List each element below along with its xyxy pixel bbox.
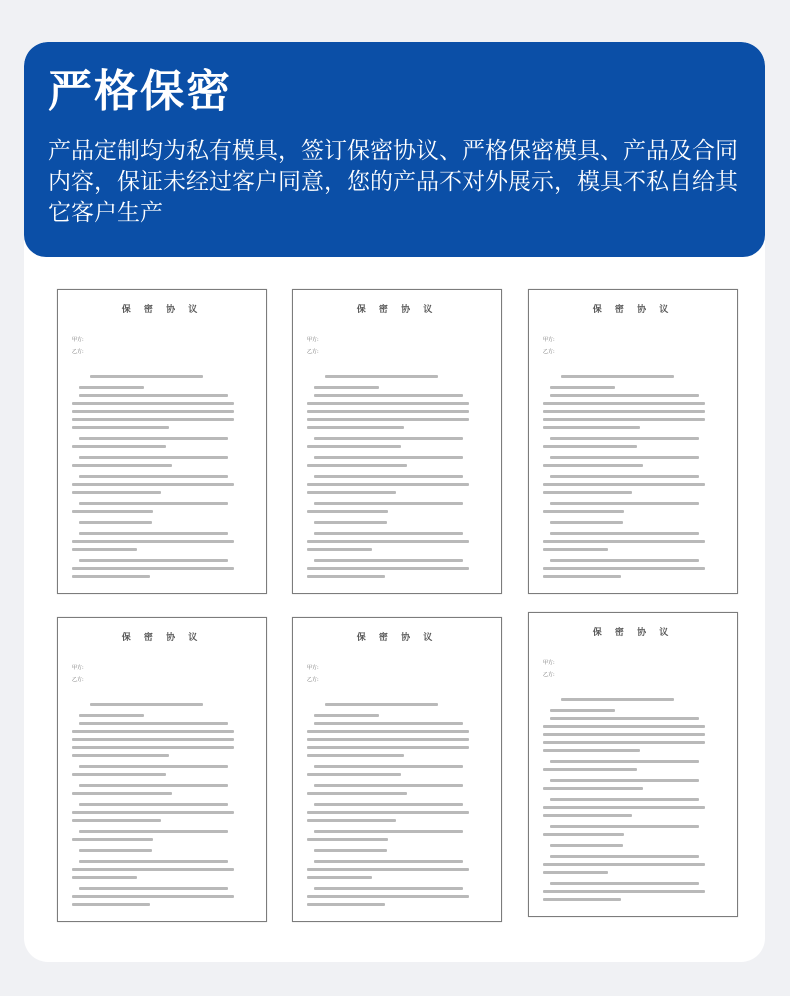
banner-description: 产品定制均为私有模具，签订保密协议、严格保密模具、产品及合同内容，保证未经过客户同意，您的产品不对外展示，模具不私自给其它客户生产 — [48, 138, 738, 226]
blurred-text-line — [325, 703, 438, 706]
document-title: 保 密 协 议 — [121, 633, 203, 643]
party-b-label: 乙方: — [307, 677, 319, 683]
blurred-text-line — [79, 714, 144, 717]
blurred-text-line — [543, 540, 705, 543]
blurred-text-line — [307, 548, 372, 551]
blurred-text-line — [561, 698, 674, 701]
blurred-text-line — [550, 437, 699, 440]
blurred-text-line — [550, 456, 699, 459]
blurred-text-line — [561, 375, 674, 378]
blurred-text-line — [314, 559, 463, 562]
blurred-text-line — [72, 426, 169, 429]
agreement-document-2 — [292, 289, 502, 594]
document-title: 保 密 协 议 — [356, 633, 438, 643]
blurred-text-line — [314, 475, 463, 478]
blurred-text-line — [72, 838, 153, 841]
blurred-text-line — [543, 749, 640, 752]
blurred-text-line — [307, 838, 388, 841]
banner-title: 严格保密 — [48, 66, 232, 117]
blurred-text-line — [72, 402, 234, 405]
blurred-text-line — [307, 903, 385, 906]
blurred-text-line — [79, 532, 228, 535]
blurred-text-line — [79, 830, 228, 833]
blurred-text-line — [79, 722, 228, 725]
document-title: 保 密 协 议 — [592, 628, 674, 638]
party-a-label: 甲方: — [307, 665, 319, 671]
blurred-text-line — [543, 445, 637, 448]
blurred-text-line — [79, 765, 228, 768]
party-a-label: 甲方: — [307, 337, 319, 343]
party-a-label: 甲方: — [543, 660, 555, 666]
blurred-text-line — [314, 887, 463, 890]
party-b-label: 乙方: — [72, 349, 84, 355]
blurred-text-line — [307, 510, 388, 513]
blurred-text-line — [543, 548, 608, 551]
blurred-text-line — [543, 418, 705, 421]
blurred-text-line — [314, 386, 379, 389]
blurred-text-line — [550, 825, 699, 828]
blurred-text-line — [72, 483, 234, 486]
blurred-text-line — [543, 483, 705, 486]
blurred-text-line — [72, 738, 234, 741]
blurred-text-line — [314, 714, 379, 717]
blurred-text-line — [307, 773, 401, 776]
blurred-text-line — [543, 898, 621, 901]
agreement-document-3 — [528, 289, 738, 594]
blurred-text-line — [543, 890, 705, 893]
document-body-text — [72, 375, 252, 578]
blurred-text-line — [550, 779, 699, 782]
blurred-text-line — [543, 787, 643, 790]
blurred-text-line — [307, 410, 469, 413]
document-grid — [24, 42, 765, 962]
blurred-text-line — [307, 445, 401, 448]
blurred-text-line — [314, 502, 463, 505]
blurred-text-line — [314, 784, 463, 787]
blurred-text-line — [72, 819, 161, 822]
blurred-text-line — [550, 532, 699, 535]
blurred-text-line — [307, 746, 469, 749]
blurred-text-line — [79, 437, 228, 440]
blurred-text-line — [307, 738, 469, 741]
document-title: 保 密 协 议 — [356, 305, 438, 315]
blurred-text-line — [72, 754, 169, 757]
blurred-text-line — [543, 741, 705, 744]
party-b-label: 乙方: — [307, 349, 319, 355]
blurred-text-line — [90, 375, 203, 378]
blurred-text-line — [307, 464, 407, 467]
blurred-text-line — [79, 394, 228, 397]
blurred-text-line — [72, 895, 234, 898]
blurred-text-line — [543, 863, 705, 866]
blurred-text-line — [307, 483, 469, 486]
blurred-text-line — [307, 567, 469, 570]
blurred-text-line — [72, 567, 234, 570]
blurred-text-line — [72, 746, 234, 749]
blurred-text-line — [79, 849, 152, 852]
party-a-label: 甲方: — [543, 337, 555, 343]
blurred-text-line — [72, 811, 234, 814]
blurred-text-line — [325, 375, 438, 378]
blurred-text-line — [72, 868, 234, 871]
blurred-text-line — [307, 819, 396, 822]
blurred-text-line — [314, 765, 463, 768]
blurred-text-line — [543, 491, 632, 494]
blurred-text-line — [550, 502, 699, 505]
blurred-text-line — [72, 548, 137, 551]
blurred-text-line — [307, 402, 469, 405]
blurred-text-line — [543, 833, 624, 836]
blurred-text-line — [543, 871, 608, 874]
blurred-text-line — [307, 426, 404, 429]
blurred-text-line — [314, 394, 463, 397]
blurred-text-line — [314, 803, 463, 806]
document-title: 保 密 协 议 — [592, 305, 674, 315]
blurred-text-line — [90, 703, 203, 706]
blurred-text-line — [543, 410, 705, 413]
blurred-text-line — [550, 717, 699, 720]
party-b-label: 乙方: — [543, 349, 555, 355]
blurred-text-line — [543, 426, 640, 429]
blurred-text-line — [72, 510, 153, 513]
blurred-text-line — [72, 575, 150, 578]
blurred-text-line — [550, 394, 699, 397]
agreement-document-6 — [528, 612, 738, 917]
blurred-text-line — [543, 733, 705, 736]
blurred-text-line — [79, 559, 228, 562]
blurred-text-line — [550, 844, 623, 847]
agreement-document-1 — [57, 289, 267, 594]
document-body-text — [543, 698, 723, 901]
blurred-text-line — [543, 510, 624, 513]
blurred-text-line — [550, 559, 699, 562]
blurred-text-line — [550, 475, 699, 478]
party-b-label: 乙方: — [72, 677, 84, 683]
agreement-document-4 — [57, 617, 267, 922]
party-a-label: 甲方: — [72, 337, 84, 343]
document-title: 保 密 协 议 — [121, 305, 203, 315]
blurred-text-line — [72, 464, 172, 467]
blurred-text-line — [72, 418, 234, 421]
agreement-document-5 — [292, 617, 502, 922]
blurred-text-line — [543, 806, 705, 809]
blurred-text-line — [314, 849, 387, 852]
blurred-text-line — [307, 868, 469, 871]
blurred-text-line — [314, 830, 463, 833]
blurred-text-line — [314, 722, 463, 725]
content-card — [24, 42, 765, 962]
blurred-text-line — [72, 540, 234, 543]
blurred-text-line — [79, 887, 228, 890]
blurred-text-line — [550, 386, 615, 389]
blurred-text-line — [550, 855, 699, 858]
blurred-text-line — [314, 521, 387, 524]
blurred-text-line — [72, 903, 150, 906]
blurred-text-line — [72, 792, 172, 795]
blurred-text-line — [72, 730, 234, 733]
blurred-text-line — [79, 502, 228, 505]
blurred-text-line — [307, 792, 407, 795]
blurred-text-line — [543, 464, 643, 467]
blurred-text-line — [543, 575, 621, 578]
blurred-text-line — [550, 521, 623, 524]
blurred-text-line — [72, 491, 161, 494]
blurred-text-line — [307, 876, 372, 879]
blurred-text-line — [314, 532, 463, 535]
blurred-text-line — [550, 882, 699, 885]
document-body-text — [307, 703, 487, 906]
blurred-text-line — [72, 410, 234, 413]
blurred-text-line — [307, 730, 469, 733]
blurred-text-line — [307, 811, 469, 814]
blurred-text-line — [79, 521, 152, 524]
document-body-text — [543, 375, 723, 578]
blurred-text-line — [79, 784, 228, 787]
blurred-text-line — [79, 475, 228, 478]
blurred-text-line — [72, 773, 166, 776]
blurred-text-line — [543, 725, 705, 728]
party-b-label: 乙方: — [543, 672, 555, 678]
blurred-text-line — [79, 456, 228, 459]
blurred-text-line — [543, 567, 705, 570]
blurred-text-line — [550, 798, 699, 801]
document-body-text — [307, 375, 487, 578]
blurred-text-line — [550, 760, 699, 763]
document-body-text — [72, 703, 252, 906]
blurred-text-line — [543, 814, 632, 817]
blurred-text-line — [307, 895, 469, 898]
blurred-text-line — [72, 876, 137, 879]
blurred-text-line — [550, 709, 615, 712]
blurred-text-line — [307, 491, 396, 494]
blurred-text-line — [543, 768, 637, 771]
blurred-text-line — [72, 445, 166, 448]
blurred-text-line — [307, 418, 469, 421]
party-a-label: 甲方: — [72, 665, 84, 671]
blurred-text-line — [79, 860, 228, 863]
blurred-text-line — [79, 803, 228, 806]
blurred-text-line — [314, 860, 463, 863]
blurred-text-line — [314, 437, 463, 440]
blurred-text-line — [307, 575, 385, 578]
blurred-text-line — [307, 540, 469, 543]
blurred-text-line — [307, 754, 404, 757]
blurred-text-line — [79, 386, 144, 389]
blurred-text-line — [543, 402, 705, 405]
blurred-text-line — [314, 456, 463, 459]
